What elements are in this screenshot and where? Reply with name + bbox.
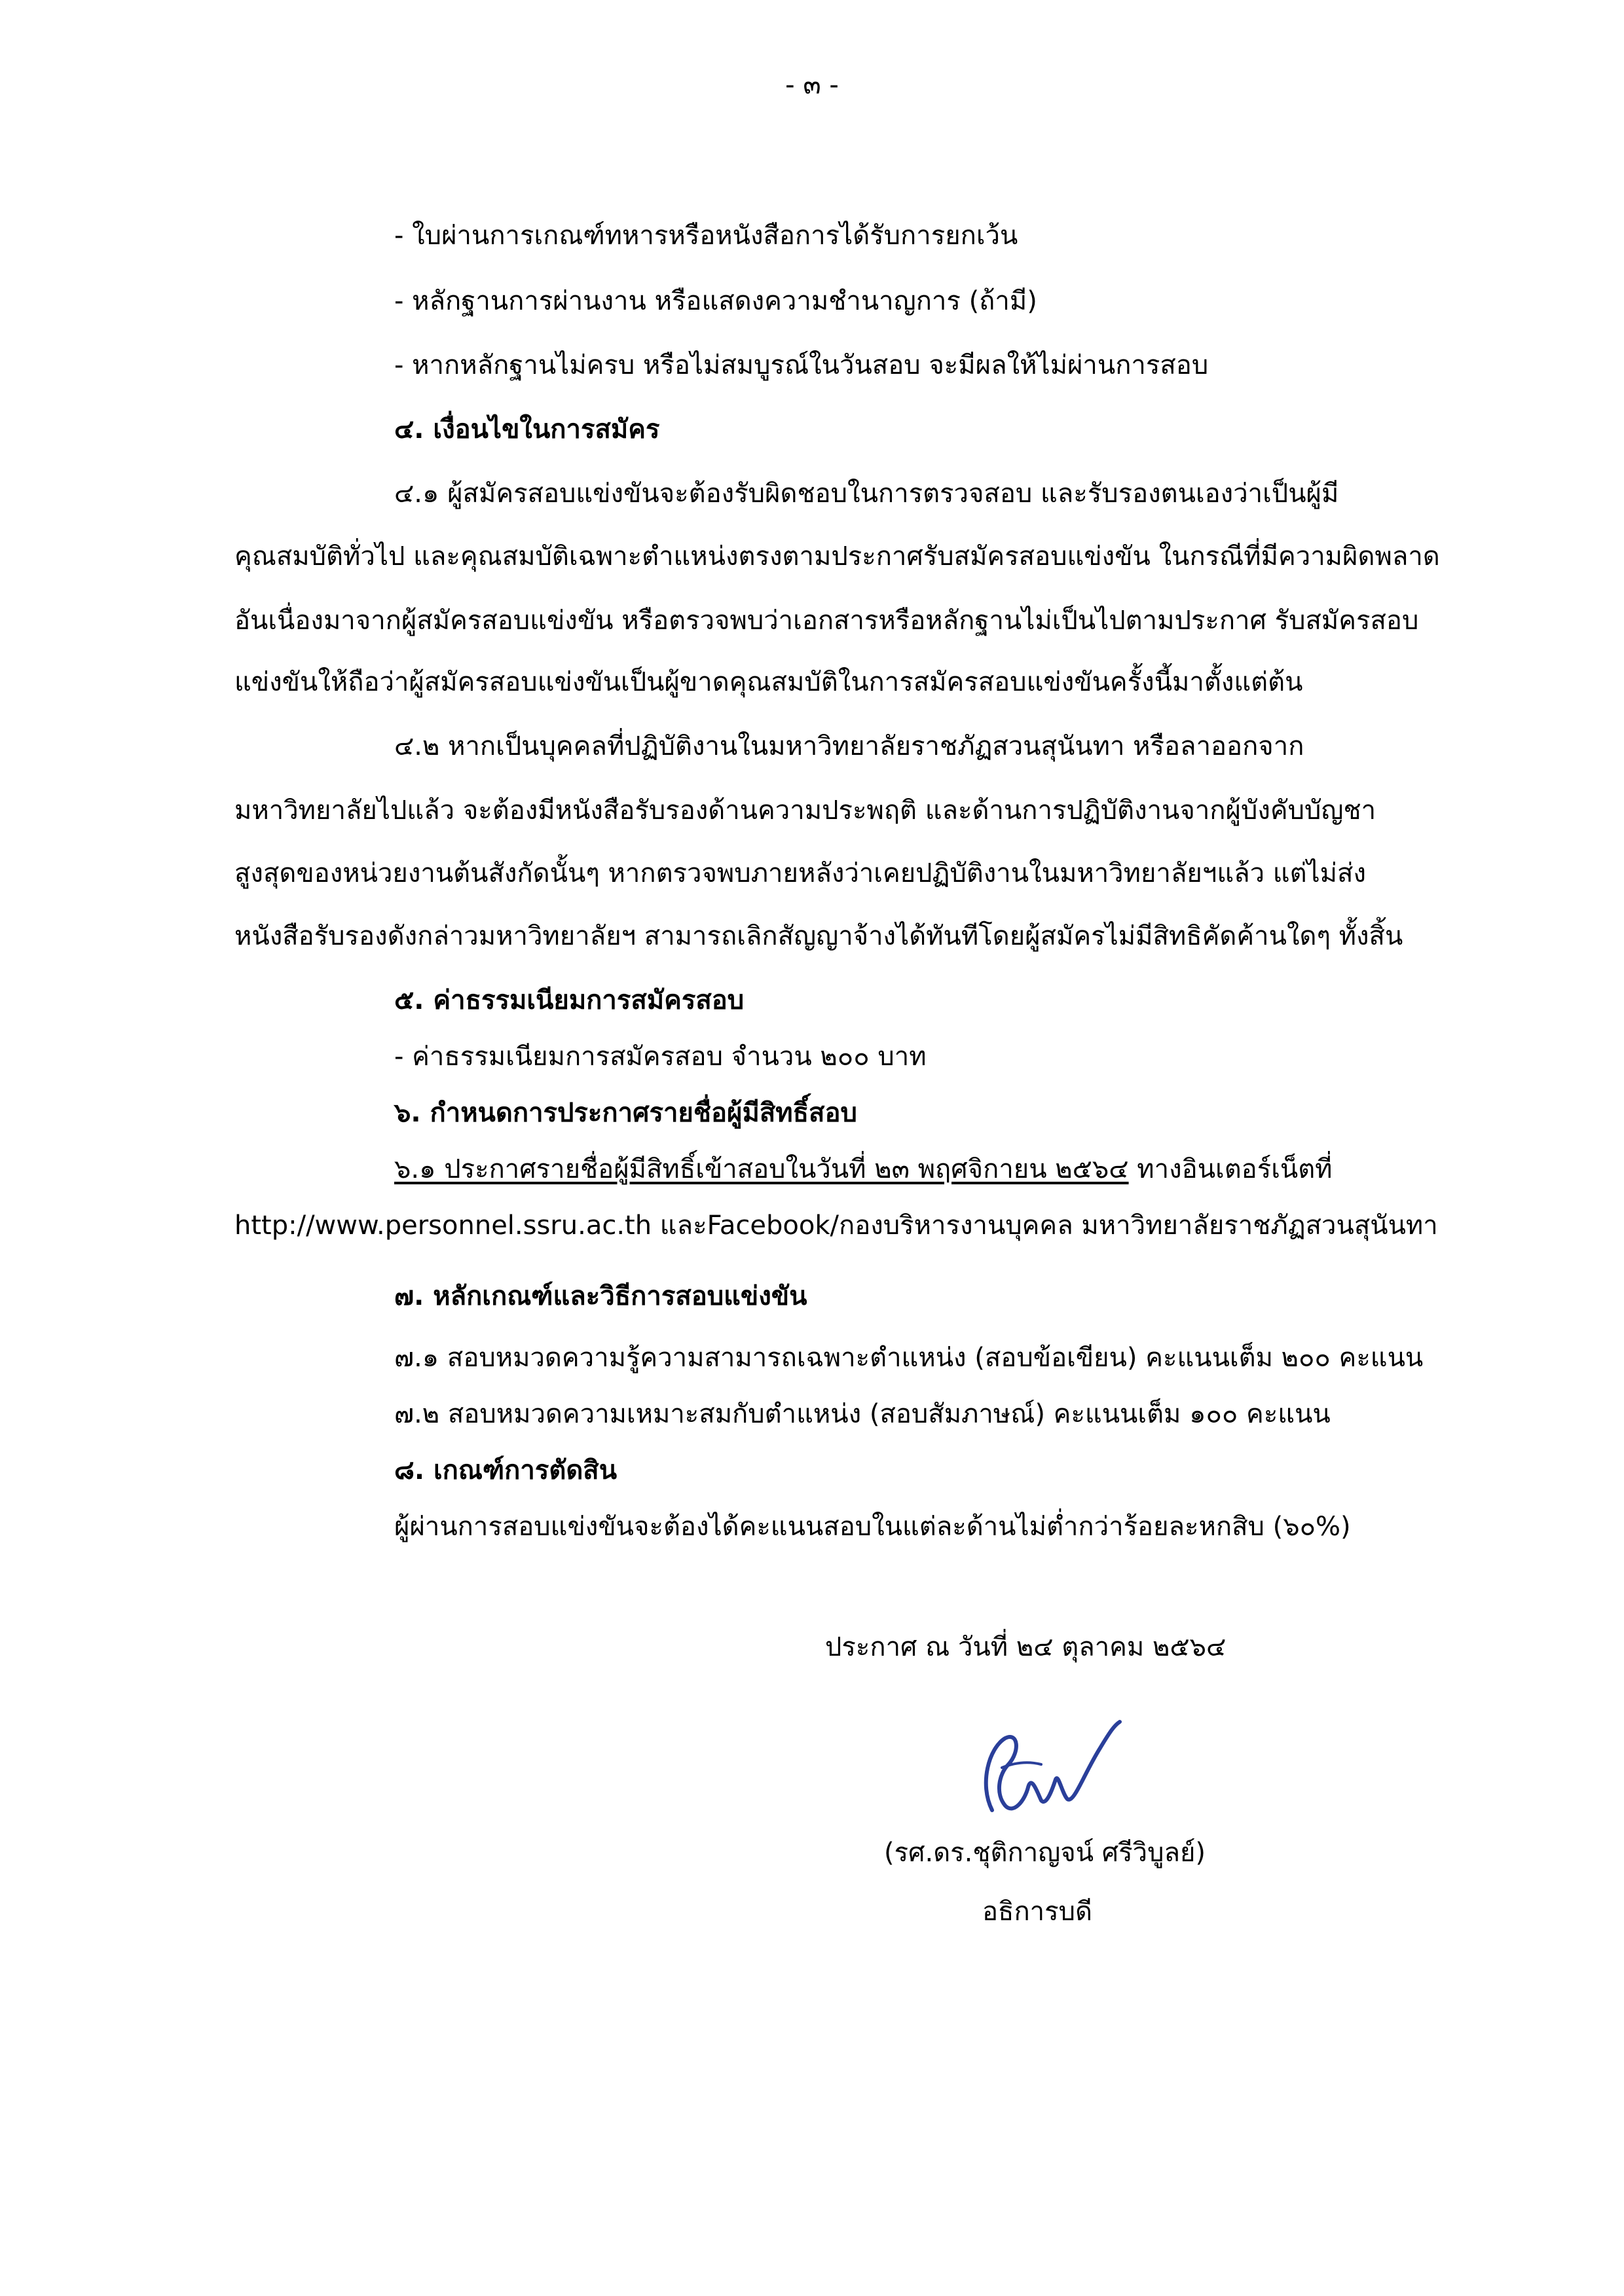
section-7-item-1: ๗.๑ สอบหมวดความรู้ความสามารถเฉพาะตำแหน่ง (สอบข้อเขียน) คะแนนเต็ม ๒๐๐ คะแนน <box>394 1343 1424 1373</box>
signer-title: อธิการบดี <box>982 1897 1092 1927</box>
section-4-2-line-3: สูงสุดของหน่วยงานต้นสังกัดนั้นๆ หากตรวจพบภายหลังว่าเคยปฏิบัติงานในมหาวิทยาลัยฯแล้ว แต่ไม่ส่ง <box>234 858 1366 888</box>
page-number: - ๓ - <box>785 70 839 100</box>
section-4-1-line-4: แข่งขันให้ถือว่าผู้สมัครสอบแข่งขันเป็นผู้ขาดคุณสมบัติในการสมัครสอบแข่งขันครั้งนี้มาตั้งแต่ต้น <box>234 667 1303 697</box>
section-4-2-line-1: ๔.๒ หากเป็นบุคคลที่ปฏิบัติงานในมหาวิทยาลัยราชภัฏสวนสุนันทา หรือลาออกจาก <box>394 731 1304 761</box>
document-item-incomplete: - หากหลักฐานไม่ครบ หรือไม่สมบูรณ์ในวันสอบ จะมีผลให้ไม่ผ่านการสอบ <box>394 350 1209 380</box>
announcement-channel-text: ทางอินเตอร์เน็ตที่ <box>1128 1154 1333 1184</box>
section-4-1-line-2: คุณสมบัติทั่วไป และคุณสมบัติเฉพาะตำแหน่งตรงตามประกาศรับสมัครสอบแข่งขัน ในกรณีที่มีความผิดพลาด <box>234 541 1440 572</box>
section-4-heading: ๔. เงื่อนไขในการสมัคร <box>394 414 660 445</box>
section-5-heading: ๕. ค่าธรรมเนียมการสมัครสอบ <box>394 985 745 1015</box>
section-7-heading: ๗. หลักเกณฑ์และวิธีการสอบแข่งขัน <box>394 1281 807 1311</box>
section-6-1-line-2: http://www.personnel.ssru.ac.th และFacebook/กองบริหารงานบุคคล มหาวิทยาลัยราชภัฏสวนสุนันทา <box>234 1211 1438 1241</box>
announcement-date-text: ๖.๑ ประกาศรายชื่อผู้มีสิทธิ์เข้าสอบในวันที่ ๒๓ พฤศจิกายน ๒๕๖๔ <box>394 1154 1129 1184</box>
document-item-experience: - หลักฐานการผ่านงาน หรือแสดงความชำนาญการ (ถ้ามี) <box>394 286 1037 316</box>
section-4-2-line-2: มหาวิทยาลัยไปแล้ว จะต้องมีหนังสือรับรองด้านความประพฤติ และด้านการปฏิบัติงานจากผู้บังคับบัญชา <box>234 795 1376 826</box>
section-4-2-line-4: หนังสือรับรองดังกล่าวมหาวิทยาลัยฯ สามารถเลิกสัญญาจ้างได้ทันทีโดยผู้สมัครไม่มีสิทธิคัดค้านใดๆ ทั้งสิ้น <box>234 921 1403 951</box>
section-8-text: ผู้ผ่านการสอบแข่งขันจะต้องได้คะแนนสอบในแต่ละด้านไม่ต่ำกว่าร้อยละหกสิบ (๖๐%) <box>394 1512 1351 1542</box>
document-item-military: - ใบผ่านการเกณฑ์ทหารหรือหนังสือการได้รับการยกเว้น <box>394 221 1018 251</box>
section-4-1-line-1: ๔.๑ ผู้สมัครสอบแข่งขันจะต้องรับผิดชอบในการตรวจสอบ และรับรองตนเองว่าเป็นผู้มี <box>394 479 1339 509</box>
signer-name: (รศ.ดร.ชุติกาญจน์ ศรีวิบูลย์) <box>884 1838 1206 1868</box>
section-6-heading: ๖. กำหนดการประกาศรายชื่อผู้มีสิทธิ์สอบ <box>394 1098 857 1128</box>
section-5-fee: - ค่าธรรมเนียมการสมัครสอบ จำนวน ๒๐๐ บาท <box>394 1042 927 1072</box>
section-7-item-2: ๗.๒ สอบหมวดความเหมาะสมกับตำแหน่ง (สอบสัมภาษณ์) คะแนนเต็ม ๑๐๐ คะแนน <box>394 1399 1331 1429</box>
section-4-1-line-3: อันเนื่องมาจากผู้สมัครสอบแข่งขัน หรือตรวจพบว่าเอกสารหรือหลักฐานไม่เป็นไปตามประกาศ รับสมัครสอบ <box>234 606 1419 636</box>
signature-image <box>943 1702 1139 1827</box>
announcement-date: ประกาศ ณ วันที่ ๒๔ ตุลาคม ๒๕๖๔ <box>825 1632 1227 1662</box>
section-8-heading: ๘. เกณฑ์การตัดสิน <box>394 1455 618 1485</box>
section-6-1-line-1 <box>394 1156 1333 1182</box>
